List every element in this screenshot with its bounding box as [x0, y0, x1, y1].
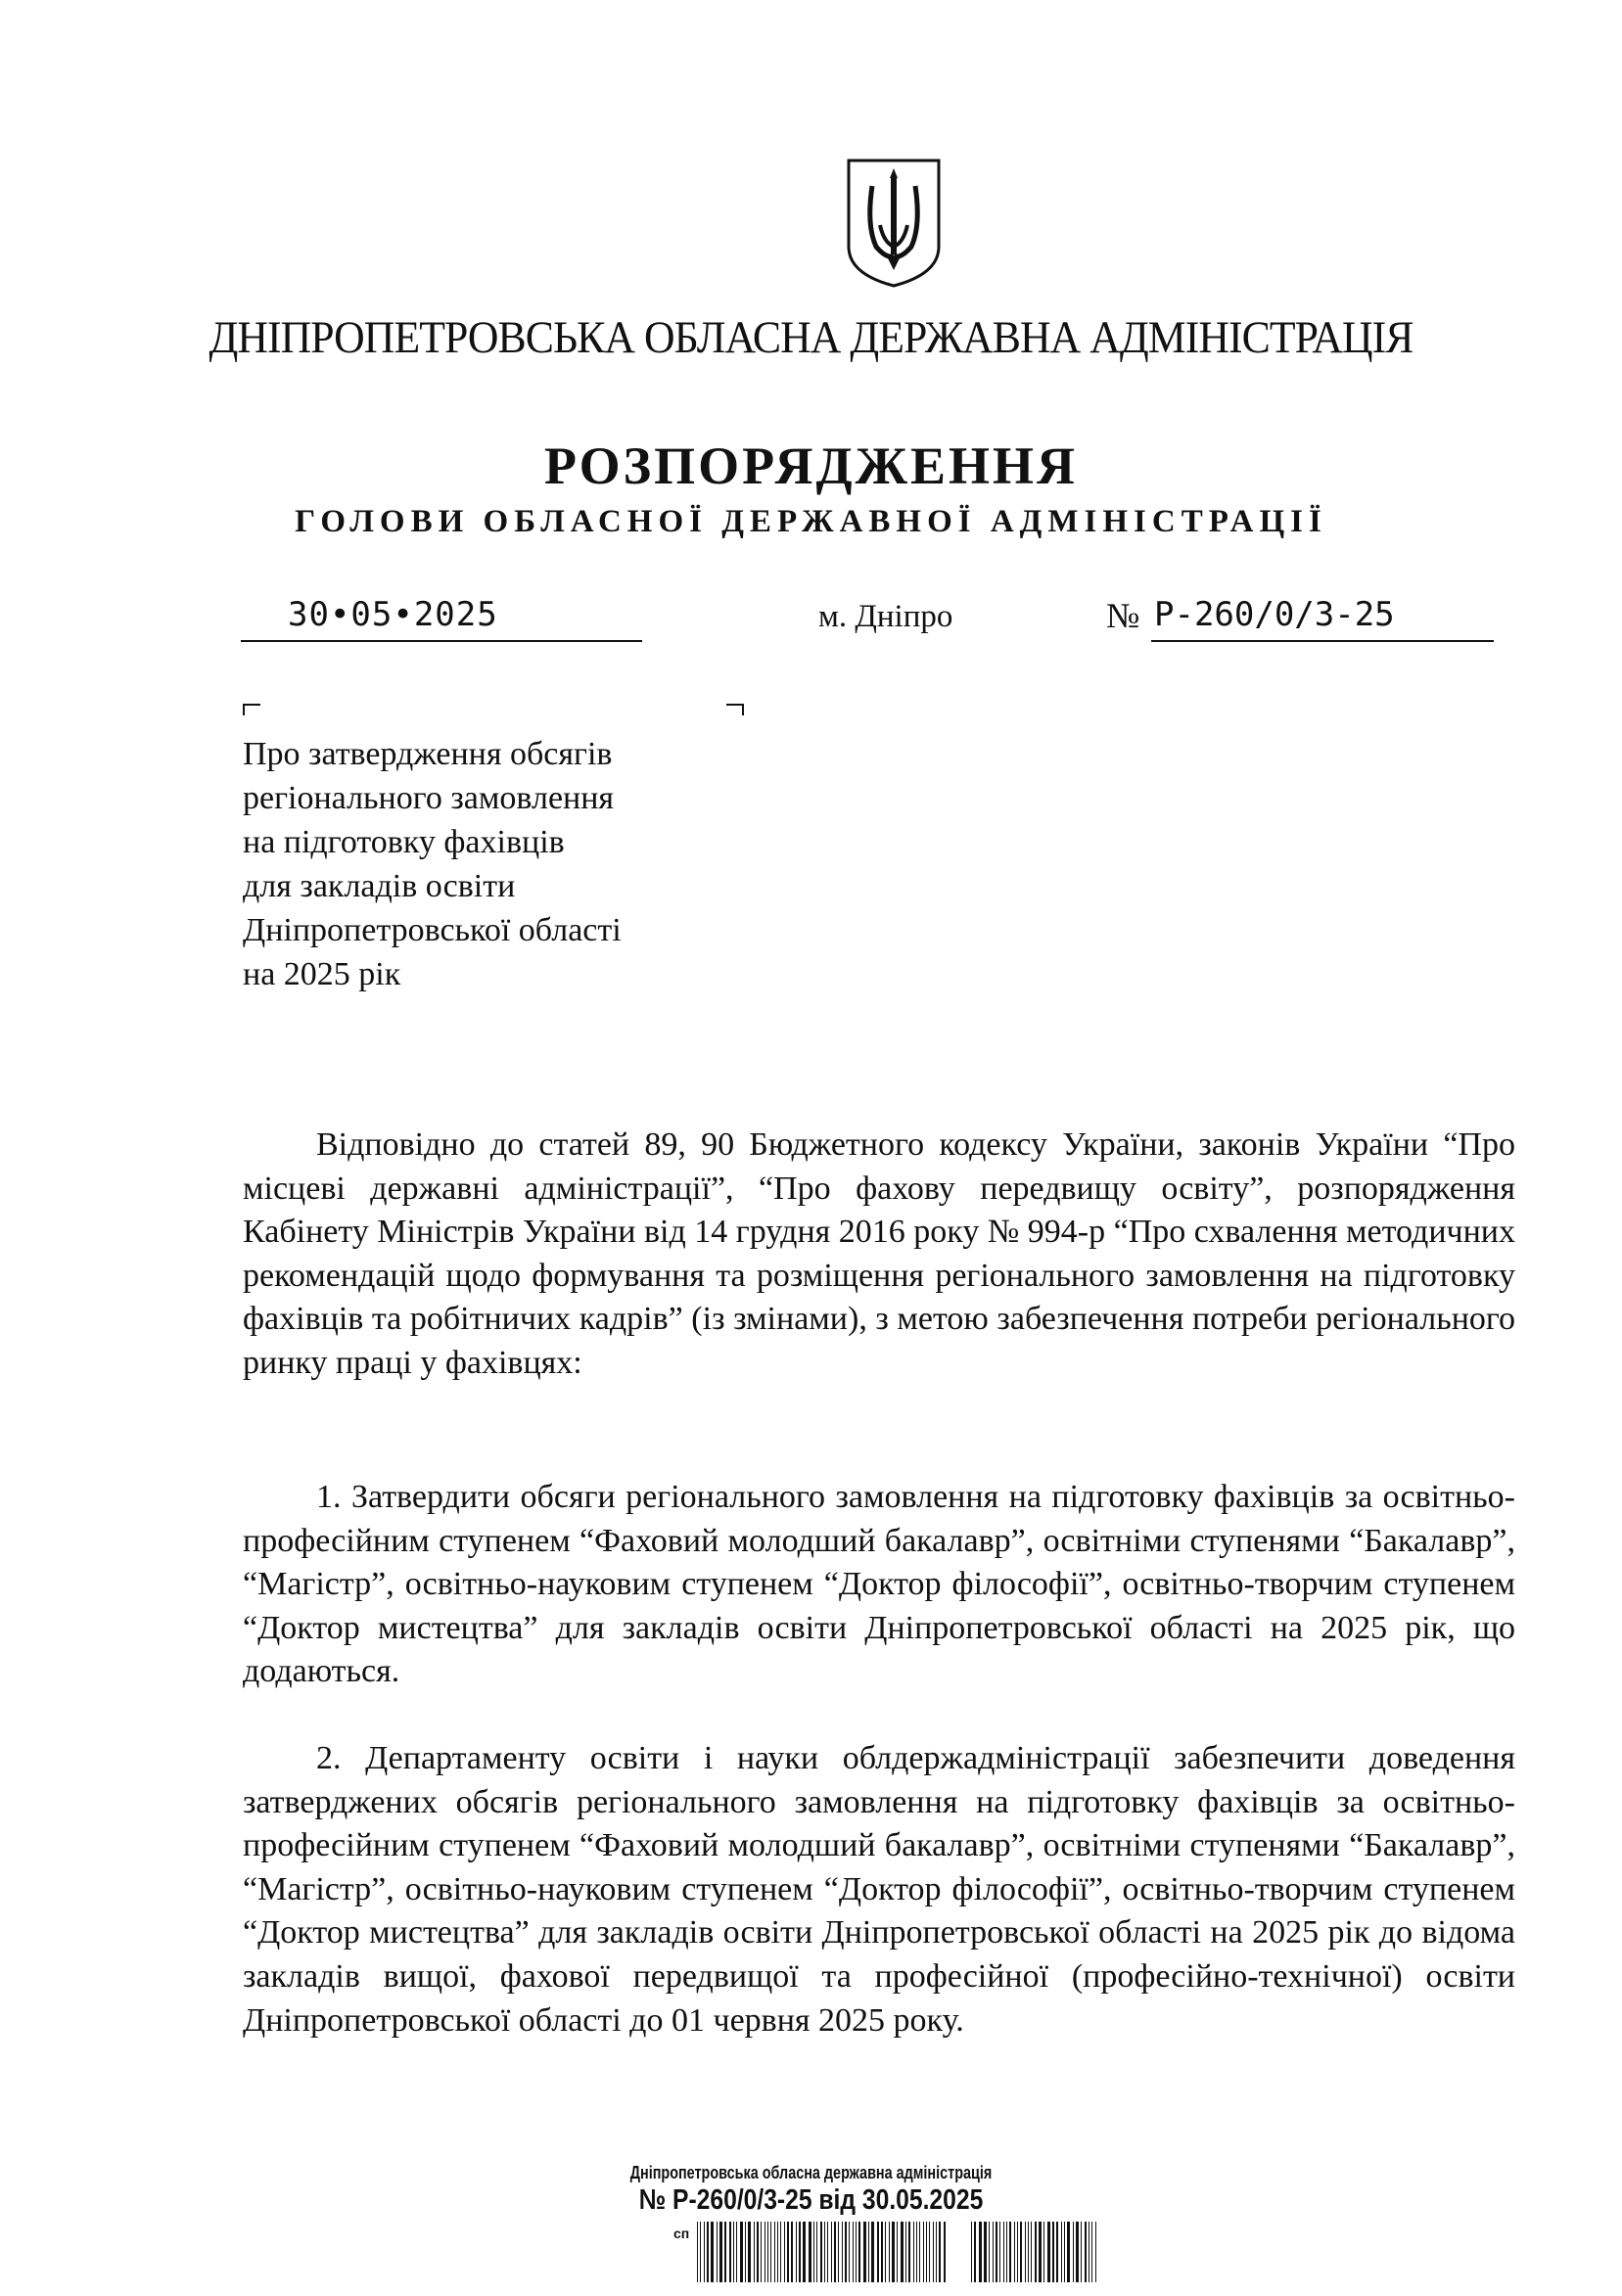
document-number: Р-260/0/3-25	[1154, 595, 1395, 634]
item-2-paragraph: 2. Департаменту освіти і науки облдержадміністрації забезпечити доведення затверджених обсягів регіонального замовлення на підготовку фахівців за освітньо-професійним ступенем “Фаховий молодший бакалавр”, освітніми ступенями “Бакалавр”, “Магістр”, освітньо-науковим ступенем “Доктор філософії”, освітньо-творчим ступенем “Доктор мистецтва” для закладів освіти Дніпропетровської області на 2025 рік до відома закладів вищої, фахової передвищої та професійної (професійно-технічної) освіти Дніпропетровської області до 01 червня 2025 року.	[243, 1740, 1515, 2039]
subject-line: на підготовку фахівців	[243, 824, 565, 860]
subject-line: на 2025 рік	[243, 956, 401, 992]
number-sign: №	[1106, 596, 1140, 635]
administration-title: ДНІПРОПЕТРОВСЬКА ОБЛАСНА ДЕРЖАВНА АДМІНІСТРАЦІЯ	[209, 312, 1413, 363]
number-field	[1151, 591, 1494, 642]
stamp-registration-number: № Р-260/0/3-25 від 30.05.2025	[638, 2184, 984, 2216]
date-field	[241, 591, 642, 642]
subject-line: Дніпропетровської області	[243, 912, 622, 948]
trident-emblem-icon	[845, 157, 943, 289]
stamp-organization: Дніпропетровська обласна державна адміністрація	[629, 2163, 993, 2182]
subject-corner-left	[243, 704, 260, 715]
document-subtitle: ГОЛОВИ ОБЛАСНОЇ ДЕРЖАВНОЇ АДМІНІСТРАЦІЇ	[295, 504, 1327, 539]
stamp-prefix: сп	[673, 2226, 690, 2241]
document-subject	[243, 732, 752, 996]
barcode-icon	[697, 2222, 1098, 2282]
document-city: м. Дніпро	[818, 599, 953, 634]
subject-line: для закладів освіти	[243, 868, 516, 904]
document-date: 30•05•2025	[288, 595, 498, 634]
item-1-paragraph: 1. Затвердити обсяги регіонального замовлення на підготовку фахівців за освітньо-професійним ступенем “Фаховий молодший бакалавр”, освітніми ступенями “Бакалавр”, “Магістр”, освітньо-науковим ступенем “Доктор філософії”, освітньо-творчим ступенем “Доктор мистецтва” для закладів освіти Дніпропетровської області на 2025 рік, що додаються.	[243, 1479, 1515, 1690]
preamble-paragraph: Відповідно до статей 89, 90 Бюджетного кодексу України, законів України “Про місцеві державні адміністрації”, “Про фахову передвищу освіту”, розпорядження Кабінету Міністрів України від 14 грудня 2016 року № 994-р “Про схвалення методичних рекомендацій щодо формування та розміщення регіонального замовлення на підготовку фахівців та робітничих кадрів” (із змінами), з метою забезпечення потреби регіонального ринку праці у фахівцях:	[243, 1126, 1515, 1381]
subject-line: Про затвердження обсягів	[243, 736, 613, 772]
subject-line: регіонального замовлення	[243, 780, 615, 816]
document-type-title: РОЗПОРЯДЖЕННЯ	[543, 436, 1079, 495]
subject-corner-right	[726, 704, 744, 715]
